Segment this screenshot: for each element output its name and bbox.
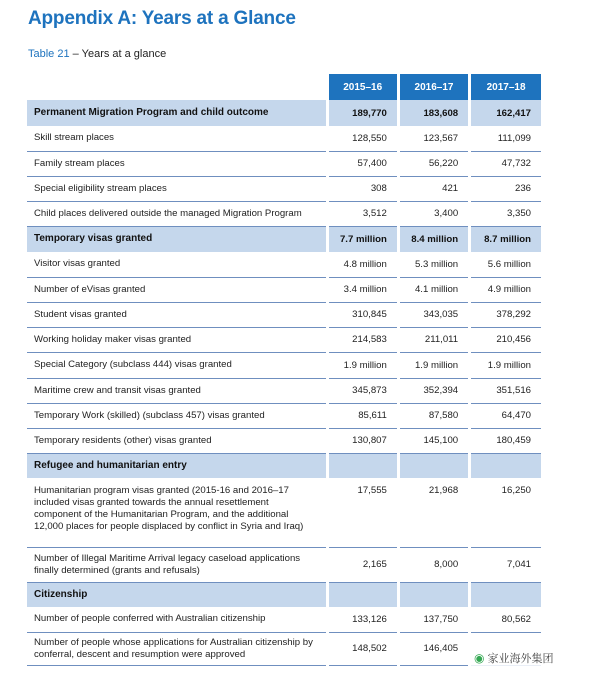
table-row [27, 151, 541, 176]
table-row [27, 327, 541, 352]
table-row [27, 547, 541, 582]
row-label: Child places delivered outside the managed Migration Program [27, 201, 327, 226]
row-label: Visitor visas granted [27, 252, 327, 277]
cell-value: 4.8 million [327, 252, 398, 277]
cell-value: 4.1 million [398, 277, 469, 302]
cell-value: 111,099 [470, 126, 541, 151]
section-label: Permanent Migration Program and child outcome [27, 100, 327, 126]
table-row [27, 632, 541, 665]
table-number: Table 21 [28, 48, 70, 60]
column-header: 2015–16 [327, 74, 398, 100]
watermark-text: 家业海外集团 [487, 653, 554, 665]
cell-value: 80,562 [470, 607, 541, 632]
section-row [27, 100, 541, 126]
row-label: Special Category (subclass 444) visas granted [27, 352, 327, 378]
cell-value: 1.9 million [327, 352, 398, 378]
cell-value: 3,512 [327, 201, 398, 226]
cell-value: 3,350 [470, 201, 541, 226]
cell-value: 310,845 [327, 302, 398, 327]
cell-value: 128,550 [327, 126, 398, 151]
table-row [27, 428, 541, 453]
cell-value: 146,405 [398, 632, 469, 665]
row-label: Family stream places [27, 151, 327, 176]
cell-value: 8,000 [398, 547, 469, 582]
cell-value: 345,873 [327, 378, 398, 403]
cell-value: 351,516 [470, 378, 541, 403]
table-row [27, 478, 541, 547]
cell-value: 210,456 [470, 327, 541, 352]
cell-value: 4.9 million [470, 277, 541, 302]
column-header: 2017–18 [470, 74, 541, 100]
table-row [27, 277, 541, 302]
section-row [27, 226, 541, 252]
cell-value: 17,555 [327, 478, 398, 547]
cell-value: 21,968 [398, 478, 469, 547]
cell-value: 183,608 [398, 100, 469, 126]
cell-value: 47,732 [470, 151, 541, 176]
cell-value: 236 [470, 176, 541, 201]
row-label: Number of people whose applications for Australian citizenship by conferral, descent and resumption were approved [27, 632, 327, 665]
row-label: Student visas granted [27, 302, 327, 327]
row-label: Humanitarian program visas granted (2015-16 and 2016–17 included visas granted towards the annual resettlement component of the Humanitarian Program, and the additional 12,000 places for people displaced by conflict in Syria and Iraq) [27, 478, 327, 547]
cell-value: 130,807 [327, 428, 398, 453]
row-label: Working holiday maker visas granted [27, 327, 327, 352]
cell-value: 57,400 [327, 151, 398, 176]
cell-value: 308 [327, 176, 398, 201]
cell-value [327, 453, 398, 478]
table-row [27, 403, 541, 428]
page-title: Appendix A: Years at a Glance [28, 8, 296, 29]
cell-value: 123,567 [398, 126, 469, 151]
cell-value: 148,502 [327, 632, 398, 665]
table-row [27, 352, 541, 378]
table-caption-text: – Years at a glance [69, 48, 167, 60]
cell-value: 7.7 million [327, 226, 398, 252]
cell-value: 378,292 [470, 302, 541, 327]
row-label: Temporary Work (skilled) (subclass 457) visas granted [27, 403, 327, 428]
watermark [470, 648, 557, 668]
section-label: Temporary visas granted [27, 226, 327, 252]
table-caption [28, 48, 166, 60]
table-row [27, 607, 541, 632]
cell-value: 16,250 [470, 478, 541, 547]
row-label: Skill stream places [27, 126, 327, 151]
row-label: Temporary residents (other) visas granted [27, 428, 327, 453]
cell-value: 1.9 million [470, 352, 541, 378]
row-label: Number of eVisas granted [27, 277, 327, 302]
cell-value: 133,126 [327, 607, 398, 632]
cell-value: 3,400 [398, 201, 469, 226]
section-row [27, 453, 541, 478]
table-header-row [27, 74, 541, 100]
wechat-icon: ◉ [474, 651, 485, 665]
header-blank [27, 74, 327, 100]
row-label: Number of people conferred with Australian citizenship [27, 607, 327, 632]
cell-value [470, 582, 541, 607]
cell-value: 189,770 [327, 100, 398, 126]
cell-value: 3.4 million [327, 277, 398, 302]
cell-value: 64,470 [470, 403, 541, 428]
cell-value [398, 582, 469, 607]
cell-value: 162,417 [470, 100, 541, 126]
row-label: Number of Illegal Maritime Arrival legacy caseload applications finally determined (grants and refusals) [27, 547, 327, 582]
cell-value: 5.6 million [470, 252, 541, 277]
table-row [27, 176, 541, 201]
cell-value: 5.3 million [398, 252, 469, 277]
cell-value: 7,041 [470, 547, 541, 582]
cell-value: 211,011 [398, 327, 469, 352]
section-label: Refugee and humanitarian entry [27, 453, 327, 478]
cell-value: 1.9 million [398, 352, 469, 378]
column-header: 2016–17 [398, 74, 469, 100]
cell-value [470, 453, 541, 478]
cell-value: 421 [398, 176, 469, 201]
cell-value: 137,750 [398, 607, 469, 632]
section-label: Citizenship [27, 582, 327, 607]
cell-value: 2,165 [327, 547, 398, 582]
cell-value: 145,100 [398, 428, 469, 453]
cell-value: 343,035 [398, 302, 469, 327]
cell-value: 214,583 [327, 327, 398, 352]
years-at-a-glance-table [27, 74, 541, 666]
row-label: Maritime crew and transit visas granted [27, 378, 327, 403]
cell-value: 8.7 million [470, 226, 541, 252]
table-row [27, 302, 541, 327]
cell-value: 56,220 [398, 151, 469, 176]
cell-value: 87,580 [398, 403, 469, 428]
table-row [27, 252, 541, 277]
section-row [27, 582, 541, 607]
cell-value: 8.4 million [398, 226, 469, 252]
table-row [27, 378, 541, 403]
cell-value [398, 453, 469, 478]
row-label: Special eligibility stream places [27, 176, 327, 201]
cell-value [327, 582, 398, 607]
table-row [27, 201, 541, 226]
table-row [27, 126, 541, 151]
cell-value: 180,459 [470, 428, 541, 453]
cell-value: 85,611 [327, 403, 398, 428]
cell-value: 352,394 [398, 378, 469, 403]
